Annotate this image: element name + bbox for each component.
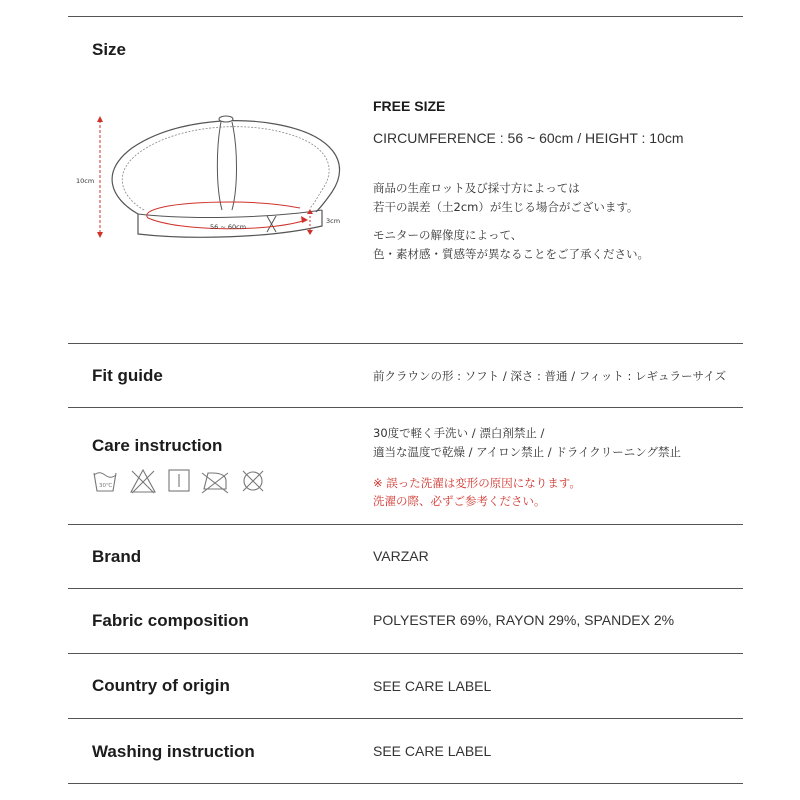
divider-top — [68, 16, 743, 17]
no-iron-icon — [202, 473, 228, 493]
divider-brand — [68, 524, 743, 525]
size-note-1b: 若干の誤差（土2cm）が生じる場合がございます。 — [373, 200, 639, 214]
circumference-label: 56 ~ 60cm — [210, 223, 247, 231]
divider-care — [68, 407, 743, 408]
care-line-2: 適当な温度で乾燥 / アイロン禁止 / ドライクリーニング禁止 — [373, 445, 682, 459]
size-measurement: CIRCUMFERENCE : 56 ~ 60cm / HEIGHT : 10cm — [373, 130, 684, 146]
divider-fabric — [68, 588, 743, 589]
size-note-2b: 色・素材感・質感等が異なることをご了承ください。 — [373, 247, 649, 261]
brand-value: VARZAR — [373, 548, 429, 564]
fabric-value: POLYESTER 69%, RAYON 29%, SPANDEX 2% — [373, 612, 675, 628]
divider-origin — [68, 653, 743, 654]
fabric-heading: Fabric composition — [92, 611, 249, 630]
no-bleach-icon — [131, 470, 155, 493]
hat-size-diagram — [70, 108, 360, 246]
washing-value: SEE CARE LABEL — [373, 743, 492, 759]
origin-heading: Country of origin — [92, 676, 230, 695]
brim-label: 3cm — [326, 217, 341, 225]
size-note-2a: モニターの解像度によって、 — [373, 228, 523, 242]
line-dry-icon — [169, 470, 189, 491]
care-icons — [92, 465, 270, 495]
no-dry-clean-icon — [243, 471, 263, 491]
care-heading: Care instruction — [92, 436, 223, 455]
size-heading: Size — [92, 40, 127, 59]
height-label: 10cm — [76, 177, 95, 185]
washing-heading: Washing instruction — [92, 742, 255, 761]
care-warning-2: 洗濯の際、必ずご参考ください。 — [373, 494, 546, 508]
divider-fit — [68, 343, 743, 344]
divider-washing — [68, 718, 743, 719]
care-line-1: 30度で軽く手洗い / 漂白剤禁止 / — [373, 426, 545, 440]
wash-temp-label: 30℃ — [99, 483, 113, 489]
hand-wash-30-icon — [94, 473, 116, 491]
divider-bottom — [68, 783, 743, 784]
brand-heading: Brand — [92, 547, 142, 566]
fit-value: 前クラウンの形 : ソフト / 深さ : 普通 / フィット : レギュラーサイズ — [373, 369, 727, 383]
free-size-label: FREE SIZE — [373, 98, 446, 114]
size-note-1a: 商品の生産ロット及び採寸方によっては — [373, 181, 580, 195]
origin-value: SEE CARE LABEL — [373, 678, 492, 694]
care-warning-1: ※ 誤った洗濯は変形の原因になります。 — [373, 476, 581, 490]
fit-heading: Fit guide — [92, 366, 163, 385]
